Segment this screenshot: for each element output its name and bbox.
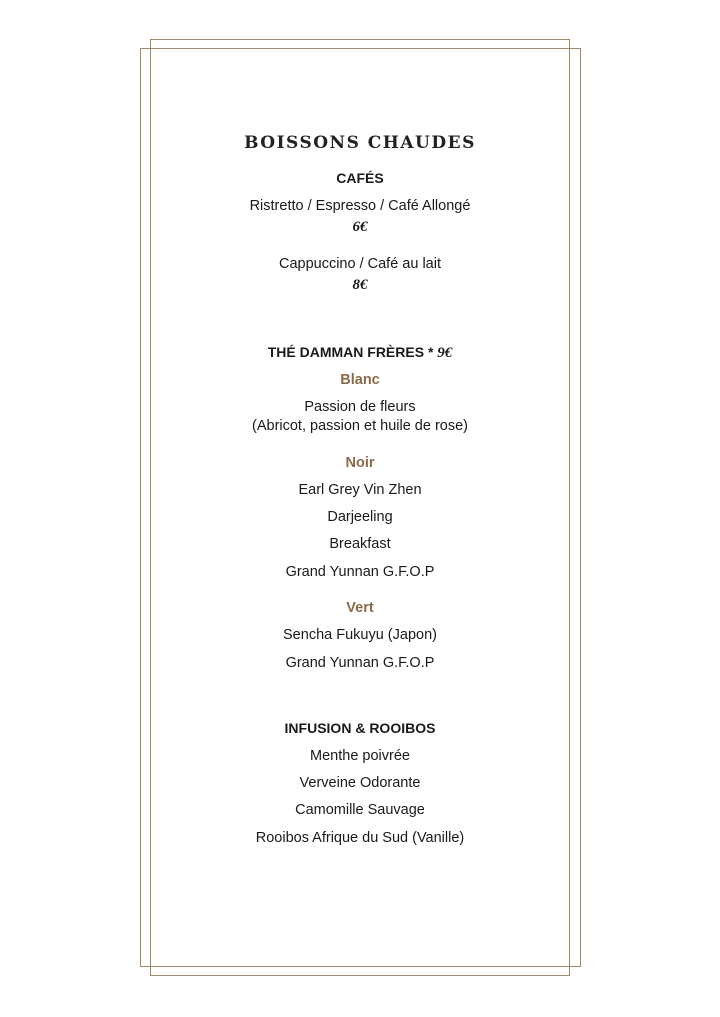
menu-item: Passion de fleurs [304,399,416,415]
category-label-vert: Vert [346,600,374,616]
section-heading-the [0,344,720,362]
menu-item: Menthe poivrée [310,748,410,764]
section-price: 9€ [437,345,453,361]
category-label-noir: Noir [345,455,375,471]
menu-item-description: (Abricot, passion et huile de rose) [252,418,468,434]
menu-item: Grand Yunnan G.F.O.P [285,564,435,580]
menu-item-price: 8€ [352,277,368,293]
menu-item: Cappuccino / Café au lait [278,256,441,272]
menu-item: Grand Yunnan G.F.O.P [285,655,435,671]
section-heading-cafes: CAFÉS [336,170,384,186]
section-heading-the-label: THÉ DAMMAN FRÈRES * [267,344,434,360]
page-title: BOISSONS CHAUDES [244,133,476,153]
menu-item-price: 6€ [352,219,368,235]
menu-item: Rooibos Afrique du Sud (Vanille) [255,830,465,846]
menu-item: Breakfast [329,536,391,552]
menu-item: Earl Grey Vin Zhen [298,482,422,498]
category-label-blanc: Blanc [340,372,380,388]
menu-item: Verveine Odorante [299,775,421,791]
menu-item: Ristretto / Espresso / Café Allongé [249,198,471,214]
section-heading-infusion: INFUSION & ROOIBOS [284,720,436,736]
menu-item: Darjeeling [327,509,393,525]
menu-item: Camomille Sauvage [295,802,425,818]
menu-item: Sencha Fukuyu (Japon) [283,627,437,643]
